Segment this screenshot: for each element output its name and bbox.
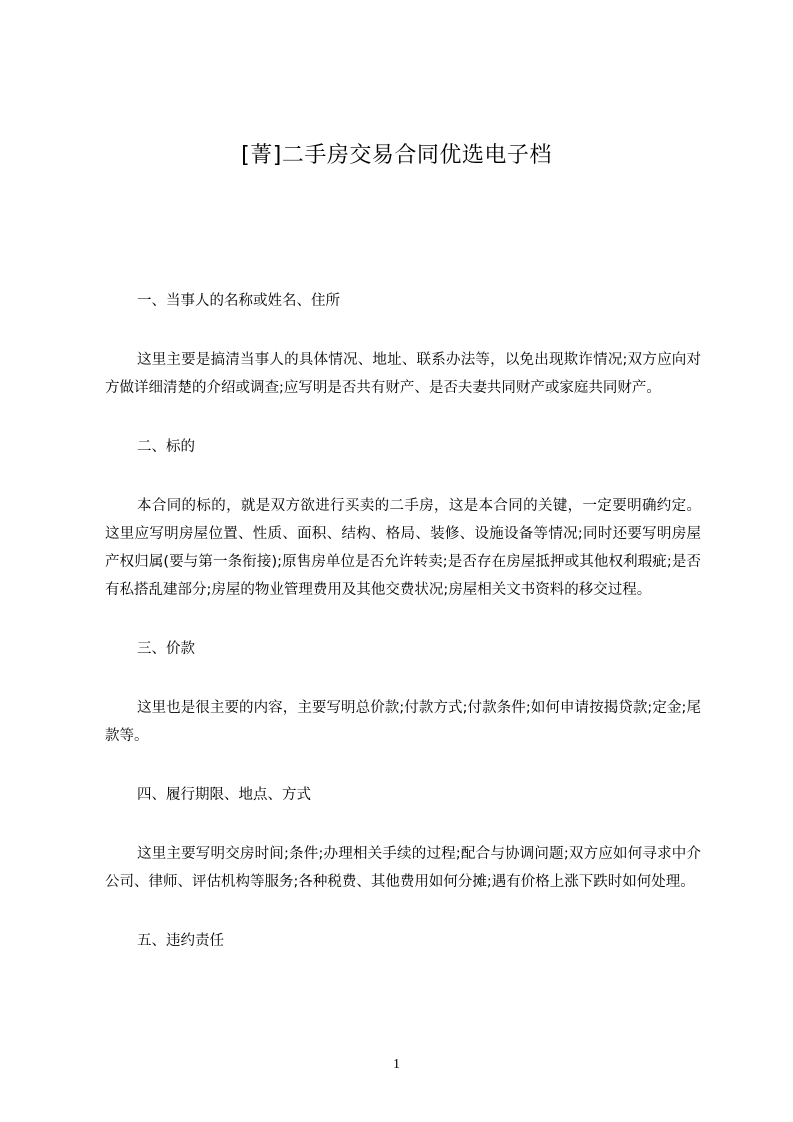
- section-heading-3: 三、价款: [137, 641, 195, 657]
- section-heading-4: 四、履行期限、地点、方式: [137, 787, 311, 803]
- page-number: 1: [393, 1057, 400, 1072]
- document-title: [菁]二手房交易合同优选电子档: [241, 143, 552, 168]
- document-body: [105, 287, 701, 986]
- section-heading-5: 五、违约责任: [137, 933, 224, 949]
- section-heading-1: 一、当事人的名称或姓名、住所: [137, 293, 340, 309]
- section-body-3: 这里也是很主要的内容，主要写明总价款;付款方式;付款条件;如何申请按揭贷款;定金;尾款等。: [105, 700, 701, 744]
- section-body-2: 本合同的标的，就是双方欲进行买卖的二手房，这是本合同的关键，一定要明确约定。这里应写明房屋位置、性质、面积、结构、格局、装修、设施设备等情况;同时还要写明房屋产权归属(要与第一条衔接);原售房单位是否允许转卖;是否存在房屋抵押或其他权利瑕疵;是否有私搭乱建部分;房屋的物业管理费用及其他交费状况;房屋相关文书资料的移交过程。: [105, 498, 701, 598]
- section-body-1: 这里主要是搞清当事人的具体情况、地址、联系办法等，以免出现欺诈情况;双方应向对方做详细清楚的介绍或调查;应写明是否共有财产、是否夫妻共同财产或家庭共同财产。: [105, 352, 701, 396]
- section-heading-2: 二、标的: [137, 439, 195, 455]
- section-body-4: 这里主要写明交房时间;条件;办理相关手续的过程;配合与协调问题;双方应如何寻求中介公司、律师、评估机构等服务;各种税费、其他费用如何分摊;遇有价格上涨下跌时如何处理。: [105, 846, 701, 890]
